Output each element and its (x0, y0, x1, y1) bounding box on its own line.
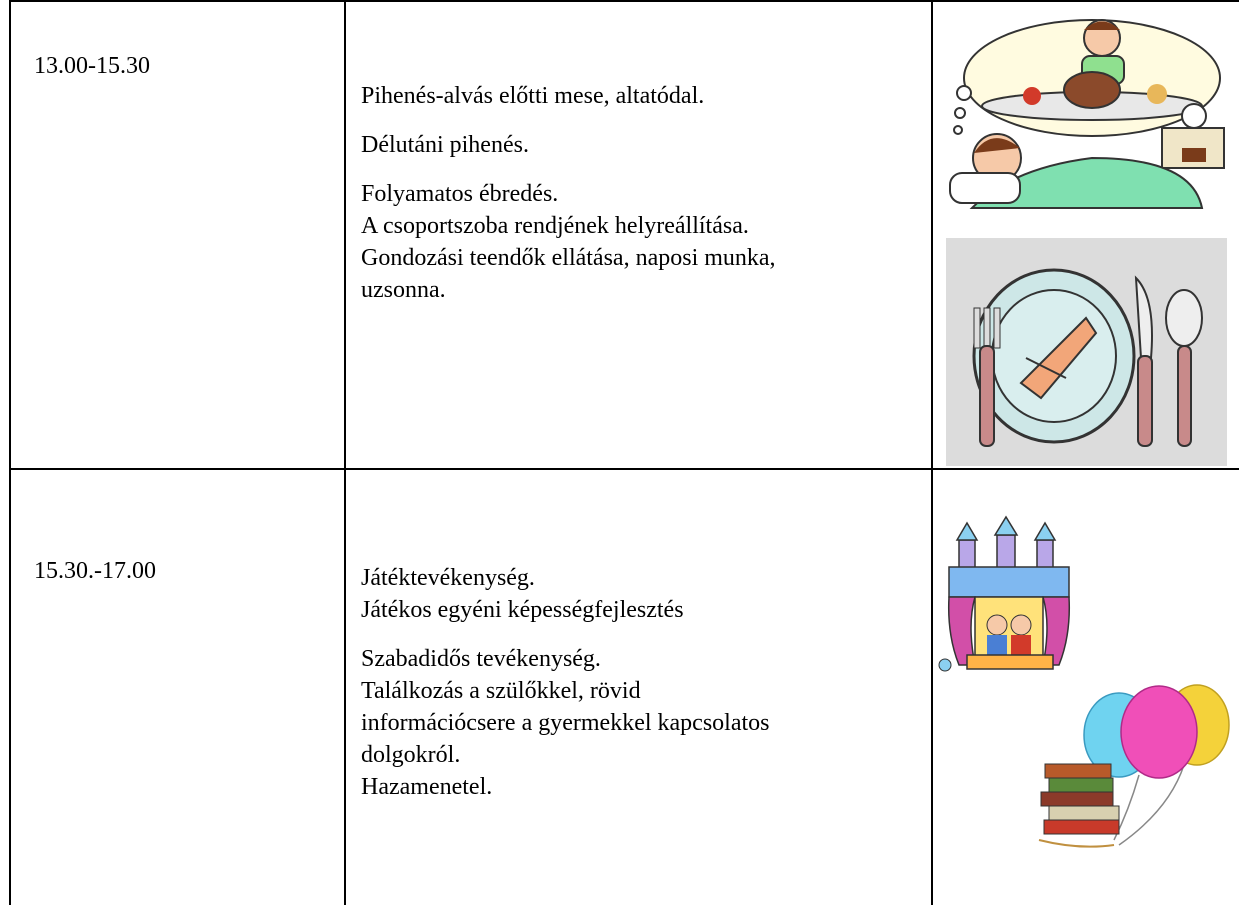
activity-line: Folyamatos ébredés. (361, 181, 559, 207)
activity-line: Találkozás a szülőkkel, rövid (361, 678, 641, 704)
activity-line: Délutáni pihenés. (361, 132, 529, 158)
column-divider-1 (344, 0, 346, 905)
balloons-and-books-icon (1019, 680, 1234, 860)
activity-line: dolgokról. (361, 742, 461, 768)
activity-line: Játékos egyéni képességfejlesztés (361, 597, 684, 623)
activity-line: Szabadidős tevékenység. (361, 646, 601, 672)
activity-cell-row-2 (361, 562, 931, 803)
plate-cutlery-icon (946, 238, 1227, 466)
row-divider-middle (9, 468, 1239, 470)
column-divider-2 (931, 0, 933, 905)
activity-line: Hazamenetel. (361, 774, 493, 800)
table-border-left (9, 0, 11, 905)
activity-line: információcsere a gyermekkel kapcsolatos (361, 710, 770, 736)
activity-line: uzsonna. (361, 277, 446, 303)
activity-line: Játéktevékenység. (361, 565, 535, 591)
time-cell-row-1: 13.00-15.30 (34, 53, 150, 79)
activity-line: A csoportszoba rendjének helyreállítása. (361, 213, 749, 239)
row-divider-top (9, 0, 1239, 2)
sleeping-child-dreaming-of-food-icon (942, 8, 1232, 223)
puppet-theater-castle-icon (937, 515, 1087, 680)
activity-line: Gondozási teendők ellátása, naposi munka, (361, 245, 776, 271)
time-cell-row-2: 15.30.-17.00 (34, 558, 156, 584)
schedule-table (9, 0, 1239, 905)
activity-line: Pihenés-alvás előtti mese, altatódal. (361, 83, 705, 109)
activity-cell-row-1 (361, 80, 931, 306)
